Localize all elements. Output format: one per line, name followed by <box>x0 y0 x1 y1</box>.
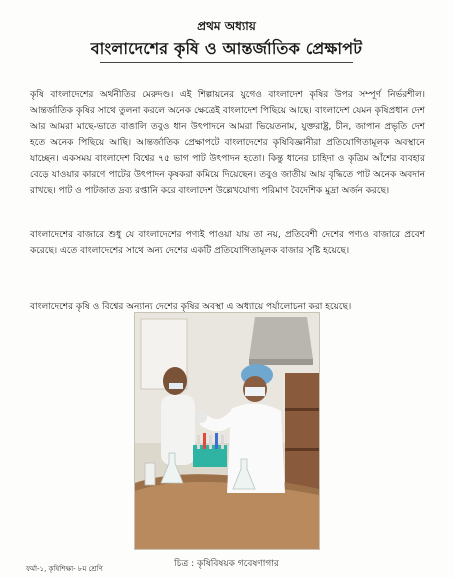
paragraph-intro: কৃষি বাংলাদেশের অর্থনীতির মেরুদণ্ড। এই শিল্পায়নের যুগেও বাংলাদেশ কৃষির উপর সম্পূর্ণ নির্ভরশীল। আন্তর্জাতিক কৃষির সাথে তুলনা করলে অনেক ক্ষেত্রেই বাংলাদেশ পিছিয়ে আছে। বাংলাদেশ যেমন কৃষিপ্রধান দেশ আর আমরা মাছে-ভাতে বাঙালি তবুও ধান উৎপাদনে আমরা ভিয়েতনাম, যুক্তরাষ্ট্র, চীন, জাপান প্রভৃতি দেশ হতে অনেক পিছিয়ে আছি। আন্তর্জাতিক প্রেক্ষাপটে বাংলাদেশের কৃষিবিজ্ঞানীরা প্রতিযোগিতামূলক অবস্থানে যাচ্ছেন। একসময় বাংলাদেশ বিশ্বের ৭৫ ভাগ পাট উৎপাদন হতো। কিন্তু ধানের চাহিদা ও কৃত্রিম আঁশের ব্যবহার বেড়ে যাওয়ার কারণে পাটের উৎপাদন কৃষকরা কমিয়ে দিয়েছেন। তবুও জাতীয় আয় বৃদ্ধিতে পাট অনেক অবদান রাখছে। পাট ও পাটজাত দ্রব্য রপ্তানি করে বাংলাদেশ উল্লেখযোগ্য পরিমাণ বৈদেশিক মুদ্রা অর্জন করছে। <box>30 90 425 196</box>
chapter-title: বাংলাদেশের কৃষি ও আন্তর্জাতিক প্রেক্ষাপট <box>90 39 363 58</box>
lab-photo <box>134 312 320 550</box>
title-underline <box>100 62 353 63</box>
page-footer: ফর্মা-১, কৃষিশিক্ষা- ৮ম শ্রেণি <box>26 565 103 573</box>
chapter-label: প্রথম অধ্যায় <box>197 19 256 33</box>
paragraph-market: বাংলাদেশের বাজারে শুধু যে বাংলাদেশের পণ্যই পাওয়া যায় তা নয়, প্রতিবেশী দেশের পণ্যও বাজারে প্রবেশ করেছে। এতে বাংলাদেশের সাথে অন্য দেশের একটি প্রতিযোগিতামূলক বাজার সৃষ্টি হয়েছে। <box>30 230 425 256</box>
figure-caption: চিত্র : কৃষিবিষয়ক গবেষণাগার <box>174 559 279 569</box>
lab-photo-illustration <box>135 313 319 549</box>
paragraph-chapter-scope: বাংলাদেশের কৃষি ও বিশ্বের অন্যান্য দেশের কৃষির অবস্থা এ অধ্যায়ে পর্যালোচনা করা হয়েছে। <box>30 302 352 312</box>
